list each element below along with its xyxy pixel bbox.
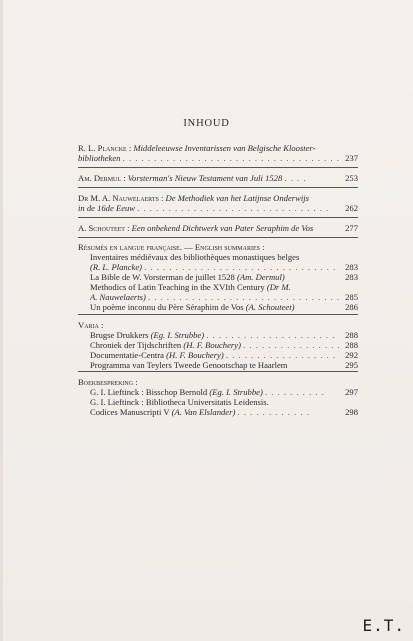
resume-page: 283 <box>345 272 358 282</box>
entry-author: R. L. Plancke <box>78 143 127 153</box>
entry-title-cont: in de 16de Eeuw <box>78 203 136 213</box>
divider <box>78 217 358 218</box>
leader-dots: . . . . . . . . . . . . . . . . . . . . . . . . . . . . . . . <box>148 292 341 302</box>
section-header: Boekbespreking : <box>78 377 138 387</box>
leader-dots: . . . . . . . . . . . . . . . . . . . . . . . . . . . . . . . . . . . <box>122 153 340 163</box>
divider <box>78 314 358 315</box>
varia-page: 288 <box>345 330 358 340</box>
resume-author-cont: A. Nauwelaerts) <box>90 292 146 302</box>
resumes-section <box>78 242 358 312</box>
varia-title: Programma van Teylers Tweede Genootschap te Haarlem <box>90 360 288 370</box>
entry-page: 237 <box>345 153 358 163</box>
resume-page: 286 <box>345 302 358 312</box>
leader-dots: . . . . . . . . . . . . . . . . . . <box>225 350 337 360</box>
leader-dots: . . . . . . . . . . . . <box>237 407 310 417</box>
leader-dots: . . . . <box>284 173 307 183</box>
entry-separator: : <box>124 223 132 233</box>
entry-title: Middeleeuwse Inventarissen van Belgische Klooster- <box>133 143 316 153</box>
entry-title: Een onbekend Dichtwerk van Pater Seraphim de Vos <box>131 223 314 233</box>
leader-dots: . . . . . . . . . . <box>264 387 325 397</box>
resume-author: (Am. Dermul) <box>236 272 285 282</box>
review-title: G. I. Lieftinck : Bisschop Bernold <box>90 387 208 397</box>
entry-title-cont: bibliotheken <box>78 153 121 163</box>
divider <box>78 167 358 168</box>
entry-page: 277 <box>345 223 358 233</box>
watermark: E.T. <box>362 616 405 635</box>
varia-section <box>78 320 358 370</box>
entry-separator: : <box>158 193 166 203</box>
varia-title: Chroniek der Tijdschriften <box>90 340 182 350</box>
resume-title: La Bible de W. Vorsterman de juillet 1528 <box>90 272 235 282</box>
leader-dots: . . . . . . . . . . . . . . . . . . . . . . . . . . . . . . . <box>137 203 330 213</box>
section-header: Résumés en langue française. — English summaries : <box>78 242 265 252</box>
toc-entry <box>78 143 358 163</box>
varia-title: Brugse Drukkers <box>90 330 149 340</box>
leader-dots: . . . . . . . . . . . . . . . . . . . . . . . . . . . . . . . <box>144 262 337 272</box>
review-author: (Eg. I. Strubbe) <box>209 387 263 397</box>
varia-page: 295 <box>345 360 358 370</box>
resume-page: 285 <box>345 292 358 302</box>
page-title: INHOUD <box>183 118 230 129</box>
boekbespreking-section <box>78 377 358 417</box>
varia-title: Documentatie-Centra <box>90 350 164 360</box>
review-author: (A. Van Elslander) <box>171 407 236 417</box>
entry-separator: : <box>126 143 134 153</box>
toc-entry <box>78 193 358 213</box>
varia-author: (H. F. Bouchery) <box>183 340 241 350</box>
toc-entry <box>78 173 358 183</box>
varia-page: 292 <box>345 350 358 360</box>
scan-edge <box>0 0 3 641</box>
resume-title: Un poème inconnu du Père Séraphim de Vos <box>90 302 244 312</box>
entry-author: A. Schouteet <box>78 223 125 233</box>
review-page: 298 <box>345 407 358 417</box>
toc-entry <box>78 223 358 233</box>
varia-author: (Eg. I. Strubbe) <box>150 330 205 340</box>
resume-title: Methodics of Latin Teaching in the XVIth Century <box>90 282 265 292</box>
entry-page: 253 <box>345 173 358 183</box>
resume-author: (Dr M. <box>266 282 291 292</box>
review-title: G. I. Lieftinck : Bibliotheca Universitatis Leidensis. <box>90 397 269 407</box>
divider <box>78 371 358 372</box>
review-title-cont: Codices Manuscripti V <box>90 407 170 417</box>
entry-separator: : <box>121 173 128 183</box>
entry-page: 262 <box>345 203 358 213</box>
entry-title: Vorsterman's Nieuw Testament van Juli 1528 <box>127 173 283 183</box>
entry-title: De Methodiek van het Latijnse Onderwijs <box>165 193 309 203</box>
divider <box>78 187 358 188</box>
divider <box>78 237 358 238</box>
resume-author: (R. L. Plancke) <box>90 262 143 272</box>
leader-dots: . . . . . . . . . . . . . . . . . . . . . <box>206 330 336 340</box>
varia-page: 288 <box>345 340 358 350</box>
resume-page: 283 <box>345 262 358 272</box>
review-page: 297 <box>345 387 358 397</box>
entry-author: Am. Dermul <box>78 173 122 183</box>
section-header: Varia : <box>78 320 104 330</box>
resume-title: Inventaires médiévaux des bibliothèques monastiques belges <box>90 252 300 262</box>
leader-dots: . . . . . . . . . . . . . . . . <box>243 340 341 350</box>
entry-author: Dr M. A. Nauwelaerts <box>78 193 159 203</box>
resume-author: (A. Schouteet) <box>245 302 295 312</box>
varia-author: (H. F. Bouchery) <box>166 350 224 360</box>
